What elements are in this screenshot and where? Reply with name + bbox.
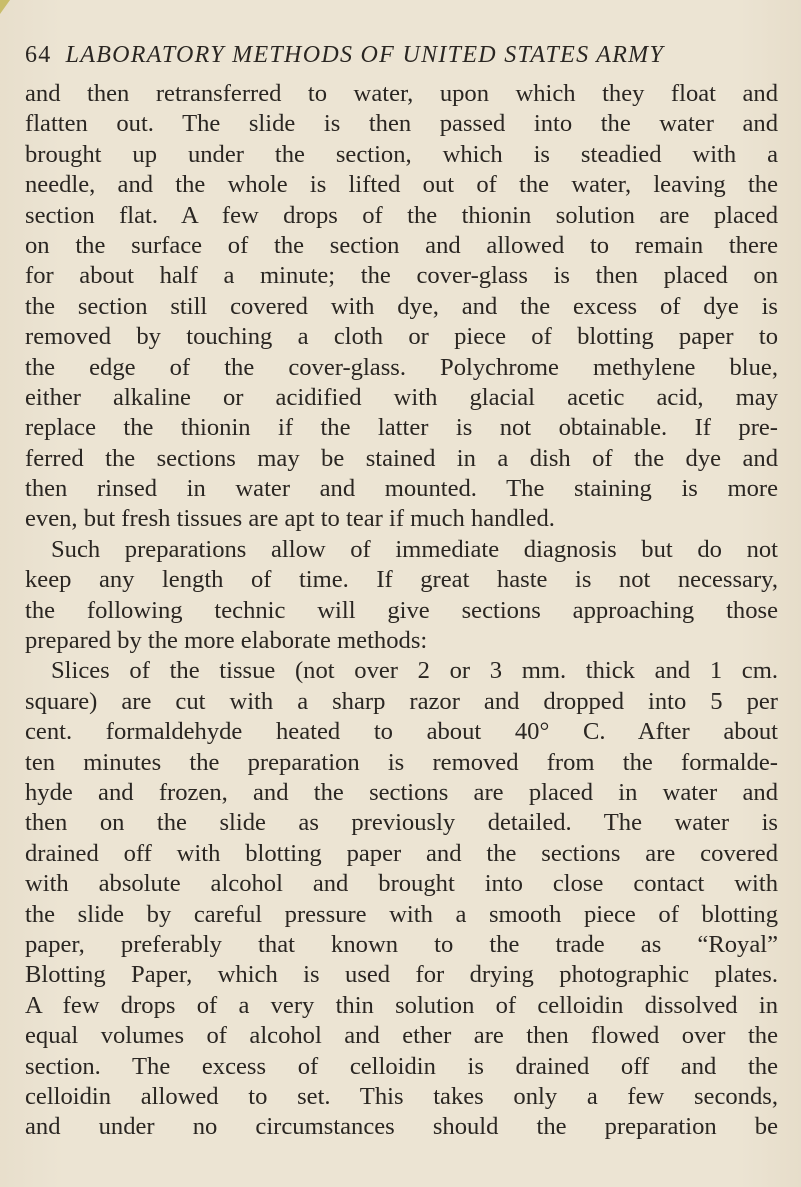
text-line: Such preparations allow of immediate diagnosis but do not xyxy=(51,535,778,563)
text-line: either alkaline or acidified with glacial acetic acid, may xyxy=(25,383,778,411)
text-line: square) are cut with a sharp razor and dropped into 5 per xyxy=(25,687,778,715)
text-line: ten minutes the preparation is removed from the formalde- xyxy=(25,748,778,776)
text-line: section flat. A few drops of the thionin solution are placed xyxy=(25,201,778,229)
text-line: drained off with blotting paper and the sections are covered xyxy=(25,839,778,867)
text-line: Blotting Paper, which is used for drying photographic plates. xyxy=(25,961,778,989)
page-number: 64 xyxy=(25,42,52,68)
text-line: for about half a minute; the cover-glass is then placed on xyxy=(25,262,778,290)
text-line: hyde and frozen, and the sections are placed in water and xyxy=(25,778,778,806)
text-line: keep any length of time. If great haste is not necessary, xyxy=(25,566,778,594)
text-line: and then retransferred to water, upon which they float and xyxy=(25,80,778,107)
text-line: section. The excess of celloidin is drained off and the xyxy=(25,1052,778,1080)
text-line: even, but fresh tissues are apt to tear if much handled. xyxy=(25,505,555,533)
text-line: on the surface of the section and allowed to remain there xyxy=(25,231,778,259)
text-line: removed by touching a cloth or piece of blotting paper to xyxy=(25,323,778,351)
text-line: then rinsed in water and mounted. The staining is more xyxy=(25,475,778,503)
text-line: Slices of the tissue (not over 2 or 3 mm. thick and 1 cm. xyxy=(51,657,778,685)
running-header xyxy=(25,40,664,70)
text-line: celloidin allowed to set. This takes only a few seconds, xyxy=(25,1082,778,1110)
page-corner-mark xyxy=(0,0,10,14)
text-line: ferred the sections may be stained in a dish of the dye and xyxy=(25,444,778,472)
text-line: the following technic will give sections approaching those xyxy=(25,596,778,624)
text-line: replace the thionin if the latter is not obtainable. If pre- xyxy=(25,414,778,442)
text-line: equal volumes of alcohol and ether are then flowed over the xyxy=(25,1022,778,1050)
text-line: A few drops of a very thin solution of celloidin dissolved in xyxy=(25,991,778,1019)
text-line: prepared by the more elaborate methods: xyxy=(25,627,428,655)
text-line: cent. formaldehyde heated to about 40° C. After about xyxy=(25,718,778,746)
running-title: LABORATORY METHODS OF UNITED STATES ARMY xyxy=(65,42,665,68)
text-line: then on the slide as previously detailed. The water is xyxy=(25,809,778,837)
text-line: the section still covered with dye, and the excess of dye is xyxy=(25,292,778,320)
text-line: needle, and the whole is lifted out of the water, leaving the xyxy=(25,171,778,199)
body-text xyxy=(25,79,778,1143)
text-line: brought up under the section, which is steadied with a xyxy=(25,140,778,168)
text-line: the slide by careful pressure with a smooth piece of blotting xyxy=(25,900,778,928)
text-line: the edge of the cover-glass. Polychrome methylene blue, xyxy=(25,353,778,381)
text-line: and under no circumstances should the preparation be xyxy=(25,1113,778,1141)
text-line: paper, preferably that known to the trade as “Royal” xyxy=(25,930,778,958)
text-line: with absolute alcohol and brought into close contact with xyxy=(25,870,778,898)
text-line: flatten out. The slide is then passed into the water and xyxy=(25,110,778,138)
